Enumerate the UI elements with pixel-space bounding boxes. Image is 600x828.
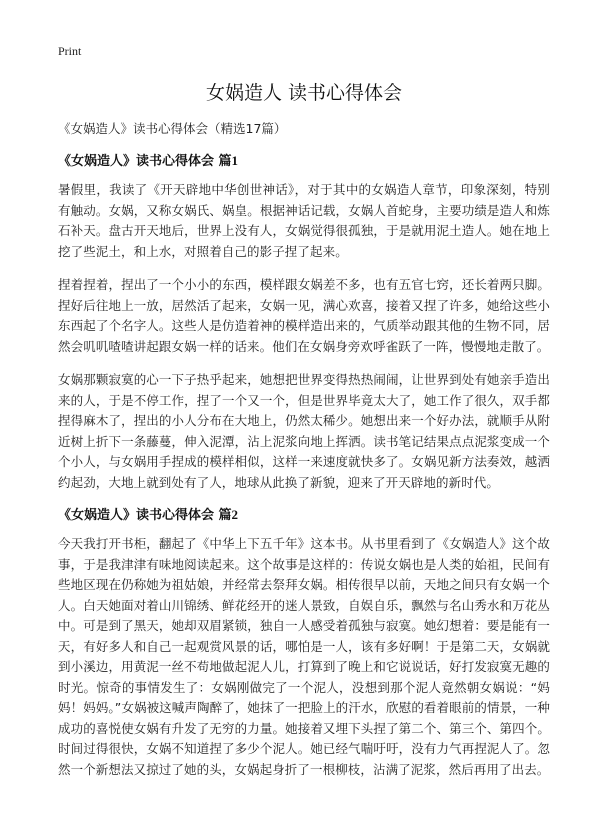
paragraph: 捏着捏着，捏出了一个小小的东西，模样跟女娲差不多，也有五官七窍，还长着两只脚。捏好后往地上一放，居然活了起来，女娲一见，满心欢喜，接着又捏了许多，她给这些小东西起了个名字人。这些人是仿造着神的模样造出来的，气质举动跟其他的生物不同，居然会叽叽喳喳讲起跟女娲一样的话来。他们在女娲身旁欢呼雀跃了一阵，慢慢地走散了。 bbox=[58, 277, 550, 354]
paragraph: 今天我打开书柜，翻起了《中华上下五千年》这本书。从书里看到了《女娲造人》这个故事，于是我津津有味地阅读起来。这个故事是这样的：传说女娲也是人类的始祖，民间有些地区现在仍称她为祖姑娘，并经常去祭拜女娲。相传很早以前，天地之间只有女娲一个人。白天她面对着山川锦绣、鲜花经开的迷人景致，自娱自乐，飘然与名山秀水和万花丛中。可是到了黑天，她却双眉紧锁，独自一人感受着孤独与寂寞。她幻想着：要是能有一天，有好多人和自己一起观赏风景的话，哪怕是一人，该有多好啊！于是第二天，女娲就到小溪边，用黄泥一丝不苟地做起泥人儿，打算到了晚上和它说说话，好打发寂寞无趣的时光。惊奇的事情发生了：女娲刚做完了一个泥人，没想到那个泥人竟然朝女娲说：“妈妈！妈妈。”女娲被这喊声陶醉了，她抹了一把脸上的汗水，欣慰的看着眼前的情景，一种成功的喜悦使女娲有升发了无穷的力量。她接着又埋下头捏了第二个、第三个、第四个。时间过得很快，女娲不知道捏了多少个泥人。她已经气喘吁吁，没有力气再捏泥人了。忽然一个新想法又掠过了她的头，女娲起身折了一根柳枝，沾满了泥浆，然后再用了出去。 bbox=[58, 536, 550, 777]
section-heading-text: 《女娲造人》读书心得体会 bbox=[58, 154, 215, 169]
paragraph: 暑假里，我读了《开天辟地中华创世神话》，对于其中的女娲造人章节，印象深刻，特别有触动。女娲，又称女娲氏、娲皇。根据神话记载，女娲人首蛇身，主要功绩是造人和炼石补天。盘古开天地后，世界上没有人，女娲觉得很孤独，于是就用泥土造人。她在地上挖了些泥土，和上水，对照着自己的影子捏了起来。 bbox=[58, 182, 550, 259]
section-heading bbox=[58, 152, 550, 171]
section-heading bbox=[58, 506, 550, 525]
print-link[interactable]: Print bbox=[58, 44, 82, 58]
section-1 bbox=[58, 152, 550, 493]
page-title: 女娲造人 读书心得体会 bbox=[205, 82, 403, 104]
document-subtitle: 《女娲造人》读书心得体会（精选17篇） bbox=[58, 121, 287, 136]
section-2 bbox=[58, 506, 550, 780]
section-number: 篇2 bbox=[218, 507, 239, 522]
section-heading-text: 《女娲造人》读书心得体会 bbox=[58, 508, 215, 523]
section-number: 篇1 bbox=[218, 153, 239, 168]
paragraph: 女娲那颗寂寞的心一下子热乎起来，她想把世界变得热热闹闹，让世界到处有她亲手造出来的人，于是不停工作，捏了一个又一个，但是世界毕竟太大了，她工作了很久，双手都捏得麻木了，捏出的小人分布在大地上，仍然太稀少。她想出来一个好办法，就顺手从附近树上折下一条藤蔓，伸入泥潭，沾上泥浆向地上挥洒。读书笔记结果点点泥浆变成一个个小人，与女娲用手捏成的模样相似，这样一来速度就快多了。女娲见新方法奏效，越洒约起劲，大地上就到处有了人，地球从此换了新貌，迎来了开天辟地的新时代。 bbox=[58, 372, 550, 490]
